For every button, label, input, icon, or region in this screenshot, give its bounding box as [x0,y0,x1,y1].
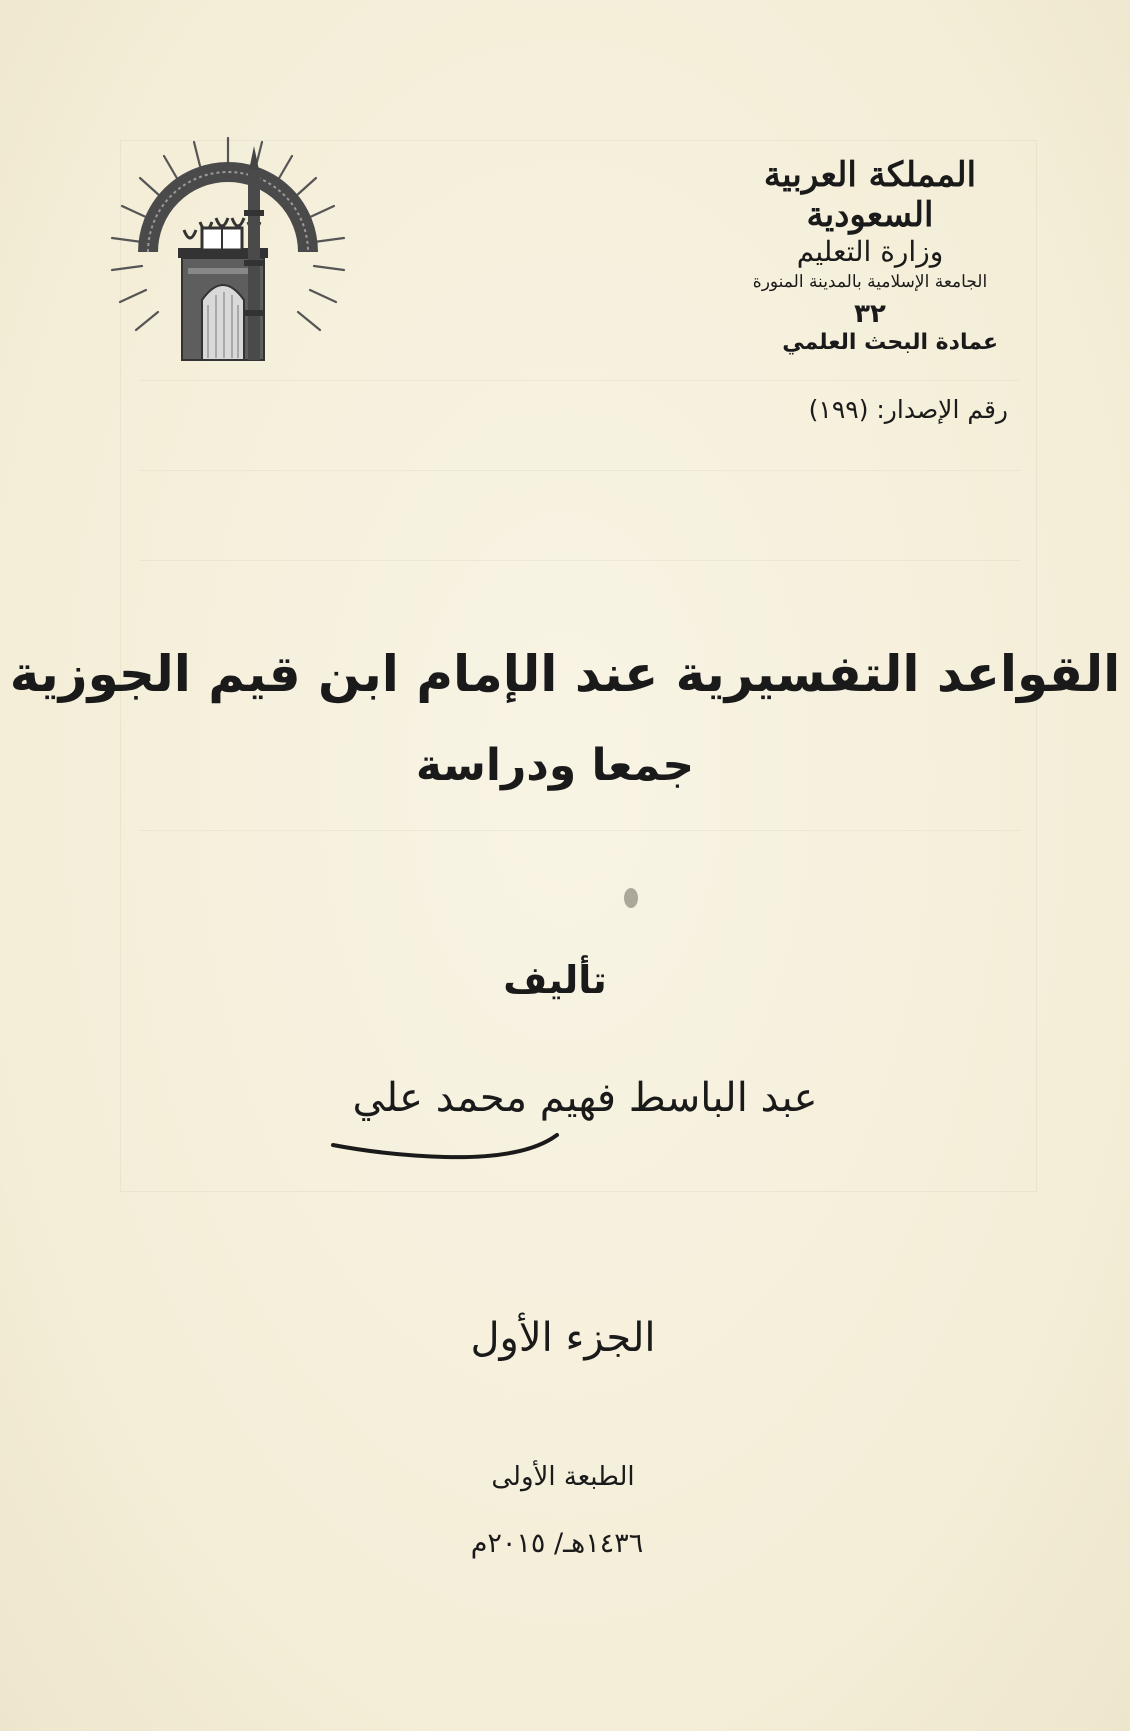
university-seal-icon [108,130,348,370]
ink-smudge [624,888,638,908]
edition-label: الطبعة الأولى [491,1462,635,1492]
bleed-through-line [140,380,1020,381]
publication-date: ١٤٣٦هـ/ ٢٠١٥م [470,1528,644,1559]
issuing-institution-block [710,155,1030,329]
book-title-line-1: القواعد التفسيرية عند الإمام ابن قيم الجوزية [9,645,1121,703]
authored-by-label: تأليف [503,958,607,1002]
ministry-name: وزارة التعليم [796,235,944,268]
series-number: ٣٢ [854,299,886,329]
calligraphy-swash [325,1125,565,1165]
deanship-name: عمادة البحث العلمي [782,330,998,355]
author-name: عبد الباسط فهيم محمد علي [352,1075,818,1121]
book-title-line-2: جمعا ودراسة [415,740,695,791]
kingdom-name: المملكة العربية السعودية [763,155,977,235]
release-number: رقم الإصدار: (١٩٩) [808,395,1008,424]
bleed-through-line [140,470,1020,471]
volume-label: الجزء الأول [470,1315,656,1361]
university-name: الجامعة الإسلامية بالمدينة المنورة [752,272,988,292]
bleed-through-line [140,830,1020,831]
bleed-through-line [140,560,1020,561]
